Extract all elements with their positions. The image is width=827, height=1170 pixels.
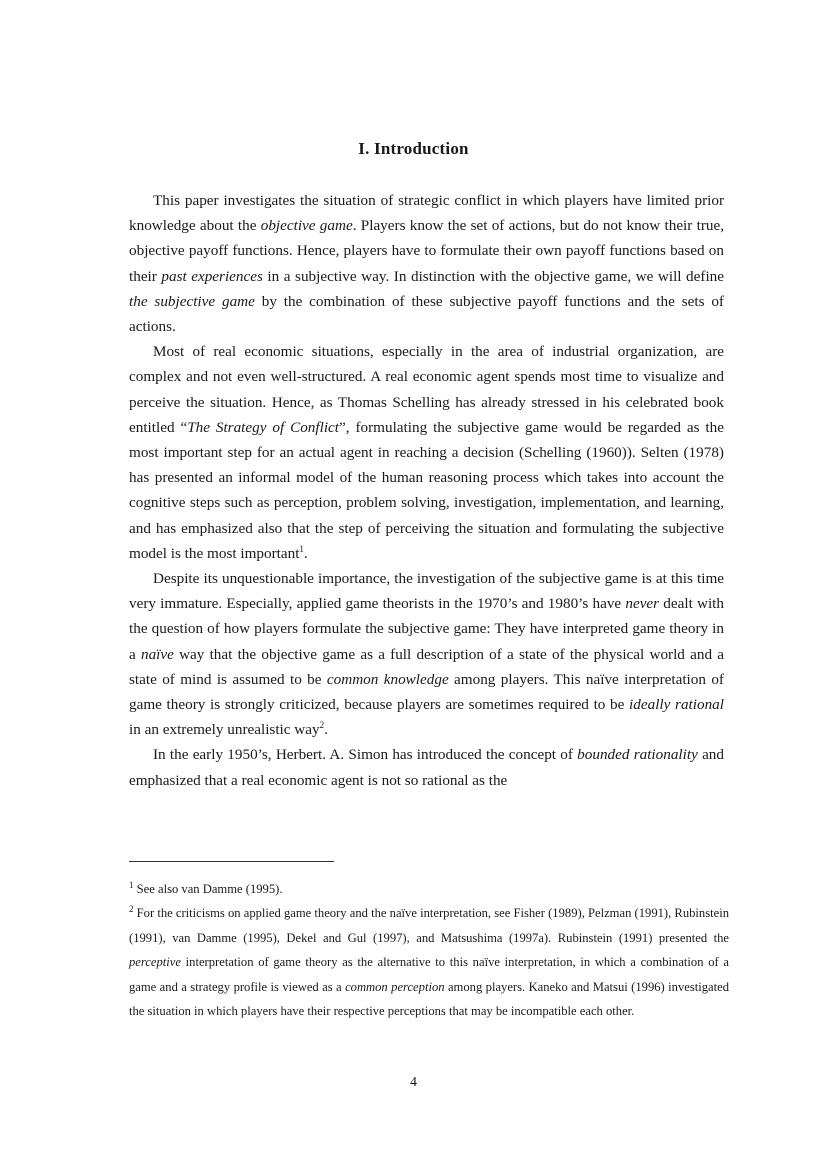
text-run: . [303,544,308,562]
text-run: Most of real economic situations, especially in the area of industrial organization, are complex and not even well-structured. A real economic agent spends most time to visualize and perceive the situation. Hence, as Thomas Schelling has already stressed in his celebrated book entitled “ [129,343,724,436]
emphasis-text: The Strategy of Conflict [187,418,340,436]
footnote [129,901,729,1023]
emphasis-text: never [625,595,660,613]
page-number: 4 [410,1075,417,1090]
emphasis-text: the subjective game [129,292,255,310]
text-run: and emphasized that a real economic agent is not so rational as the [129,746,724,789]
text-run: . Players know the set of actions, but do not know their true, objective payoff functions. Hence, players have to formulate their own payoff functions based on their [129,217,725,285]
text-run: interpretation of game theory as the alternative to this naïve interpretation, in which a combination of a game and a strategy profile is viewed as a [129,955,729,994]
emphasis-text: naïve [140,645,174,663]
paragraph [129,566,724,742]
text-run: by the combination of these subjective payoff functions and the sets of actions. [129,292,724,336]
paragraph [129,339,724,566]
text-run: way that the objective game as a full description of a state of the physical world and a state of mind is assumed to be [129,645,725,688]
footnote-marker: 2 [319,720,325,731]
section-heading: I. Introduction [358,139,469,158]
paragraph [129,188,724,339]
body-text [129,188,724,793]
text-run: See also van Damme (1995). [133,882,283,896]
footnote-marker: 1 [129,879,134,890]
footnotes [129,877,729,1023]
emphasis-text: common knowledge [326,670,449,688]
paragraph [129,742,724,792]
text-run: in an extremely unrealistic way [129,721,320,739]
text-run: Despite its unquestionable importance, the investigation of the subjective game is at this time very immature. Especially, applied game theorists in the 1970’s and 1980’s have [129,570,724,613]
footnote-marker: 1 [299,543,304,554]
text-run: For the criticisms on applied game theory and the naïve interpretation, see Fisher (1989), Pelzman (1991), Rubinstein (1991), van Damme (1995), Dekel and Gul (1997), and Matsushima (1997a). Rubinstein (1991) presented the [129,906,729,945]
emphasis-text: objective game [260,217,353,235]
text-run: dealt with the question of how players formulate the subjective game: They have interpreted game theory in a [129,595,724,663]
emphasis-text: past experiences [161,267,263,285]
emphasis-text: common perception [345,979,445,994]
text-run: among players. This naïve interpretation of game theory is strongly criticized, because players are sometimes required to be [129,670,724,714]
footnote-divider [129,861,334,862]
text-run: in a subjective way. In distinction with the objective game, we will define [262,267,724,285]
text-run: . [324,721,328,739]
text-run: In the early 1950’s, Herbert. A. Simon has introduced the concept of [153,746,578,764]
emphasis-text: ideally rational [629,696,724,714]
text-run: This paper investigates the situation of strategic conflict in which players have limited prior knowledge about the [129,192,724,235]
emphasis-text: bounded rationality [577,746,698,764]
text-run: ”, formulating the subjective game would be regarded as the most important step for an actual agent in reaching a decision (Schelling (1960)). Selten (1978) has presented an informal model of the human reasoning process which takes into account the cognitive steps such as perception, problem solving, investigation, implementation, and learning, and has emphasized also that the step of perceiving the situation and formulating the subjective model is the most important [129,418,724,562]
emphasis-text: perceptive [129,955,181,970]
text-run: among players. Kaneko and Matsui (1996) investigated the situation in which players have their respective perceptions that may be incompatible each other. [129,979,729,1019]
footnote [129,877,729,901]
footnote-marker: 2 [129,904,134,915]
